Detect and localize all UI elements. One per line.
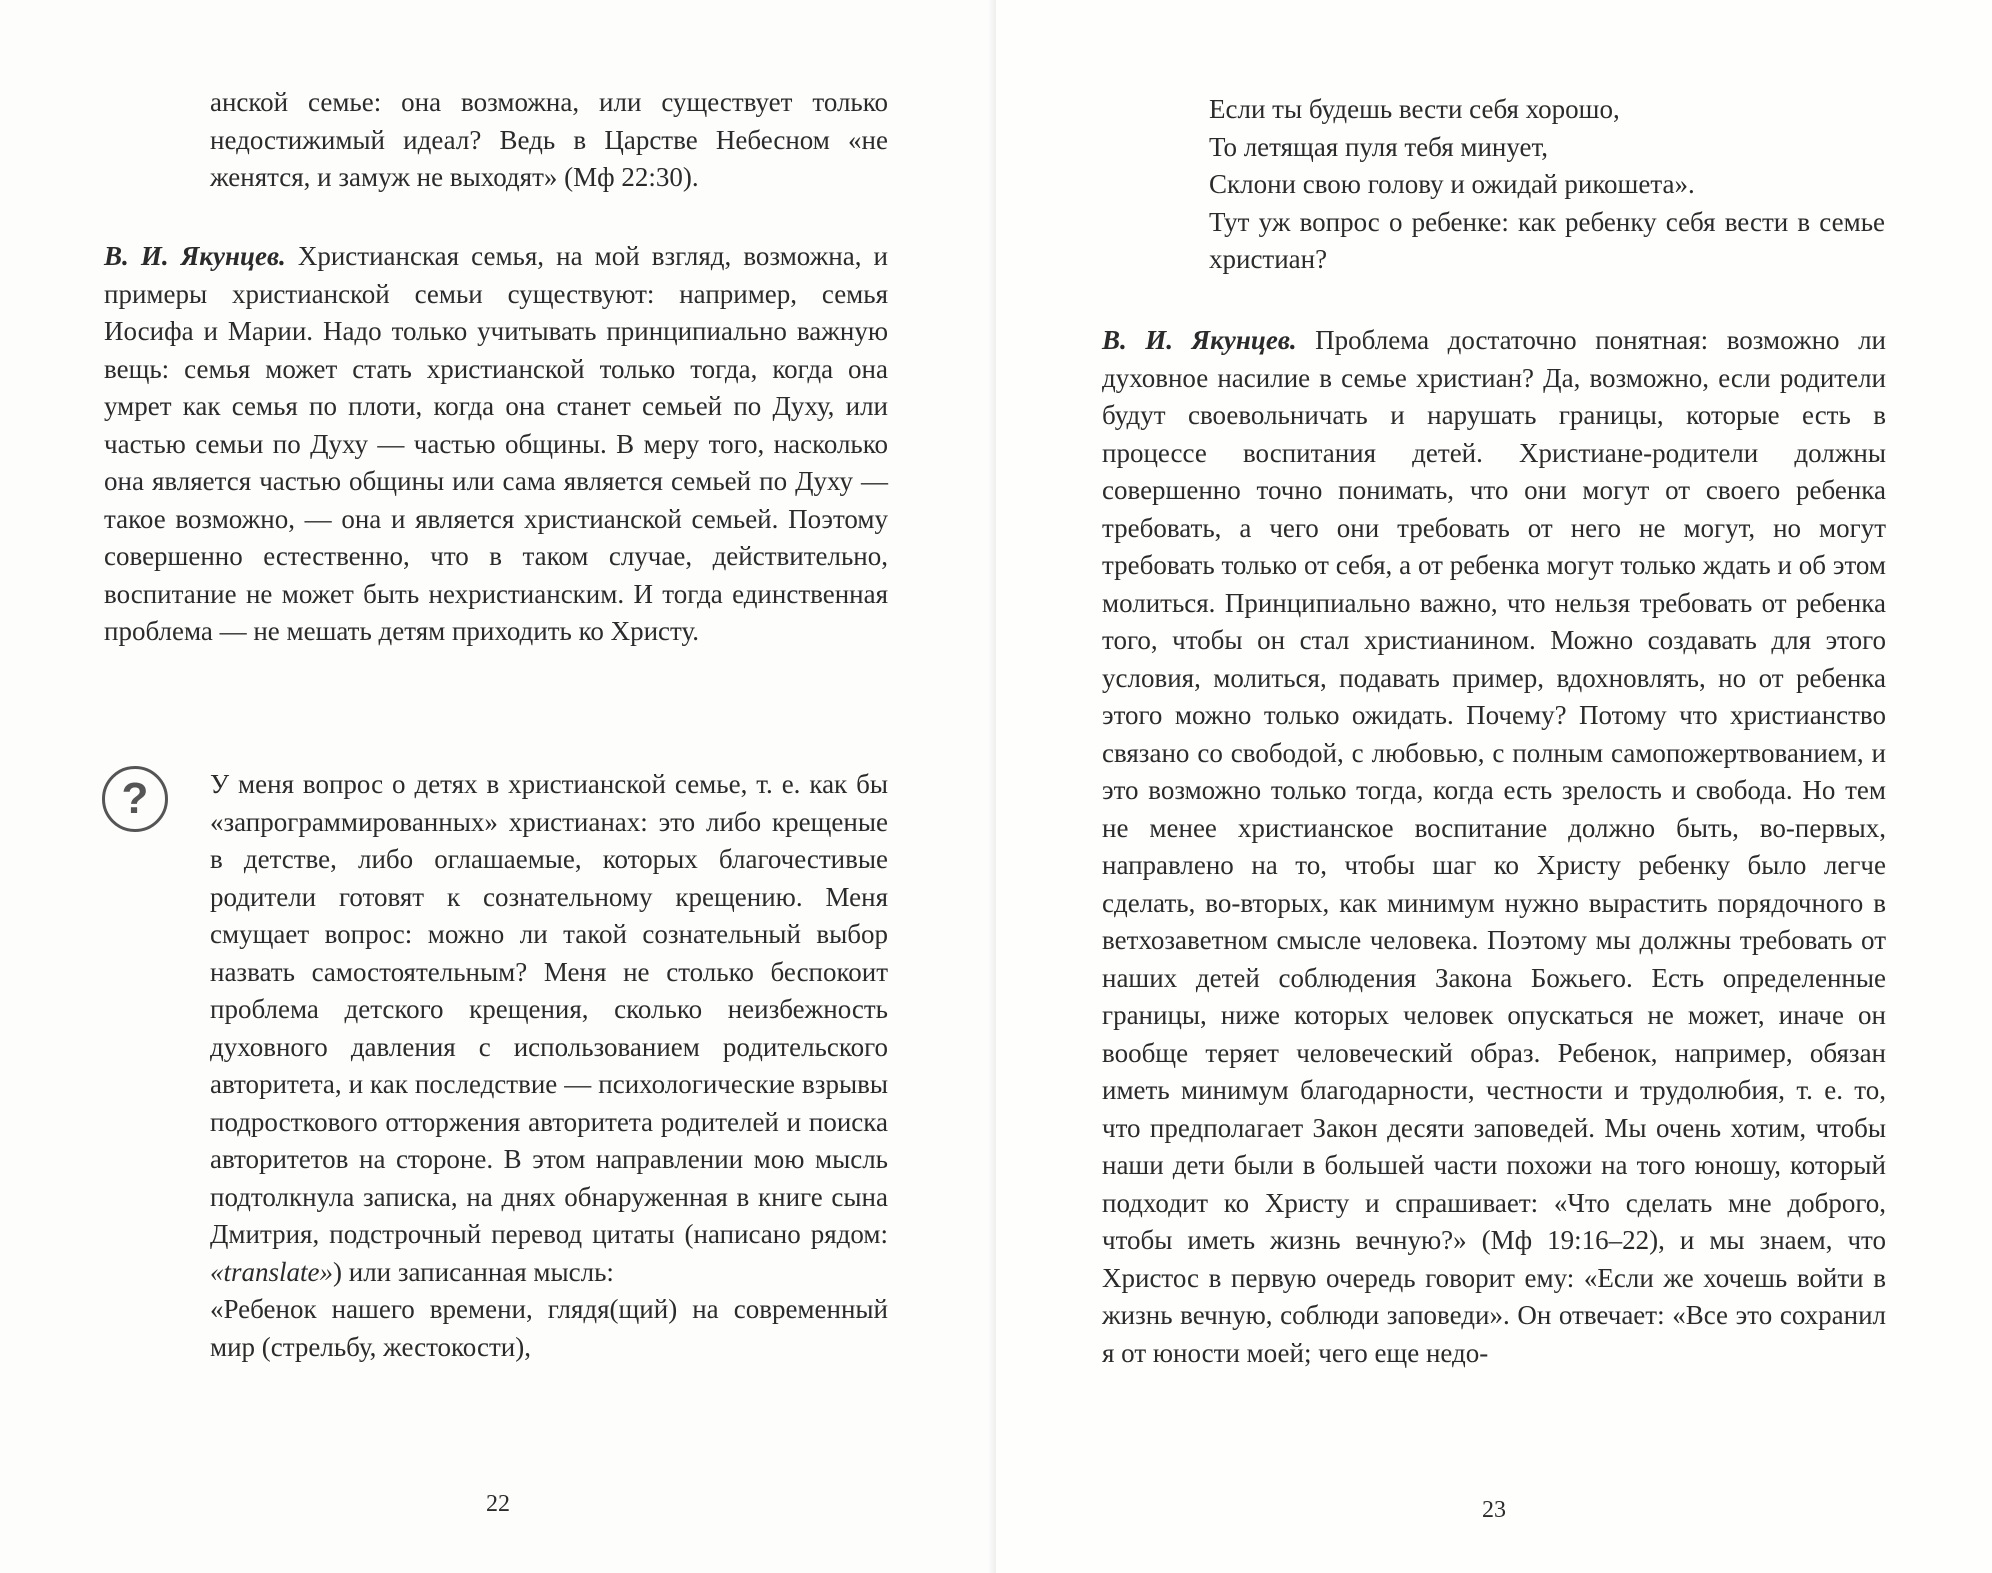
question-mark-glyph: ?: [121, 774, 149, 823]
right-page: [996, 0, 1992, 1573]
answer-text: Христианская семья, на мой взгляд, возможна, и примеры христианской семьи существуют: например, семья Иосифа и Марии. Надо только учитывать принципиально важную вещь: семья может стать христианской только тогда, когда она умрет как семья по плоти, когда она станет семьей по Духу, или частью семьи по Духу — частью общины. В меру того, насколько она является частью общины или сама является семьей по Духу — такое возможно, — она и является христианской семьей. Поэтому совершенно естественно, что в таком случае, действительно, воспитание не может быть нехристианским. И тогда единственная проблема — не мешать детям приходить ко Христу.: [104, 241, 888, 646]
question-text: Тут уж вопрос о ребенке: как ребенку себя вести в семье христиан?: [1209, 206, 1885, 274]
translate-word: «translate»: [210, 1256, 334, 1287]
speaker-name: В. И. Якунцев.: [104, 241, 286, 271]
left-intro-paragraph: анской семье: она возможна, или существует только недостижимый идеал? Ведь в Царстве Небесном «не женятся, и замуж не выходят» (Мф 22:30).: [210, 87, 888, 192]
poem-line-3: Склони свою голову и ожидай рикошета».: [1209, 169, 1695, 199]
speaker-name: В. И. Якунцев.: [1102, 325, 1297, 355]
answer-text: Проблема достаточно понятная: возможно ли духовное насилие в семье христиан? Да, возможно, если родители будут своевольничать и нарушать границы, которые есть в процессе воспитания детей. Христиане-родители должны совершенно точно понимать, что они могут от своего ребенка требовать, а чего они требовать от него не могут, но могут требовать только от себя, а от ребенка могут только ждать и об этом молиться. Принципиально важно, что нельзя требовать от ребенка того, чтобы он стал христианином. Можно создавать для этого условия, молиться, подавать пример, вдохновлять, но от ребенка этого можно только ожидать. Почему? Потому что христианство связано со свободой, с любовью, с полным самопожертвованием, и это возможно только тогда, когда есть зрелость и свобода. Но тем не менее христианское воспитание должно быть, во-первых, направлено на то, чтобы шаг ко Христу ребенку было легче сделать, во-вторых, как минимум нужно вырастить порядочного в ветхозаветном смысле человека. Поэтому мы должны требовать от наших детей соблюдения Закона Божьего. Есть определенные границы, ниже которых человек опускаться не может, иначе он вообще теряет человеческий образ. Ребенок, например, обязан иметь минимум благодарности, честности и трудолюбия, т. е. то, что предполагает Закон десяти заповедей. Мы очень хотим, чтобы наши дети были в большей части похожи на того юношу, который подходит ко Христу и спрашивает: «Что сделать мне доброго, чтобы иметь жизнь вечную?» (Мф 19:16–22), и мы знаем, что Христос в первую очередь говорит ему: «Если же хочешь войти в жизнь вечную, соблюди заповеди». Он отвечает: «Все это сохранил я от юности моей; чего еще недо-: [1102, 325, 1887, 1368]
left-question-block: [210, 766, 888, 1366]
page-number-left: 22: [486, 1491, 510, 1517]
left-answer-paragraph: [104, 238, 888, 651]
right-answer-paragraph: [1102, 322, 1886, 1372]
question-paragraph: [210, 766, 888, 1291]
right-question-block: [1209, 91, 1885, 279]
question-mark-icon: [102, 766, 168, 832]
page-number-right: 23: [1482, 1497, 1506, 1523]
quote-paragraph: «Ребенок нашего времени, глядя(щий) на современный мир (стрельбу, жестокости),: [210, 1294, 888, 1362]
poem-line-2: То летящая пуля тебя минует,: [1209, 131, 1549, 162]
poem-line-1: Если ты будешь вести себя хорошо,: [1209, 94, 1620, 124]
question-text-end: ) или записанная мысль:: [333, 1256, 614, 1287]
question-text: У меня вопрос о детях в христианской семье, т. е. как бы «запрограммированных» христианах: это либо крещеные в детстве, либо оглашаемые, которых благочестивые родители готовят к сознательному крещению. Меня смущает вопрос: можно ли такой сознательный выбор назвать самостоятельным? Меня не столько беспокоит проблема детского крещения, сколько неизбежность духовного давления с использованием родительского авторитета, и как последствие — психологические взрывы подросткового отторжения авторитета родителей и поиска авторитетов на стороне. В этом направлении мою мысль подтолкнула записка, на днях обнаруженная в книге сына Дмитрия, подстрочный перевод цитаты (написано рядом:: [210, 769, 888, 1249]
